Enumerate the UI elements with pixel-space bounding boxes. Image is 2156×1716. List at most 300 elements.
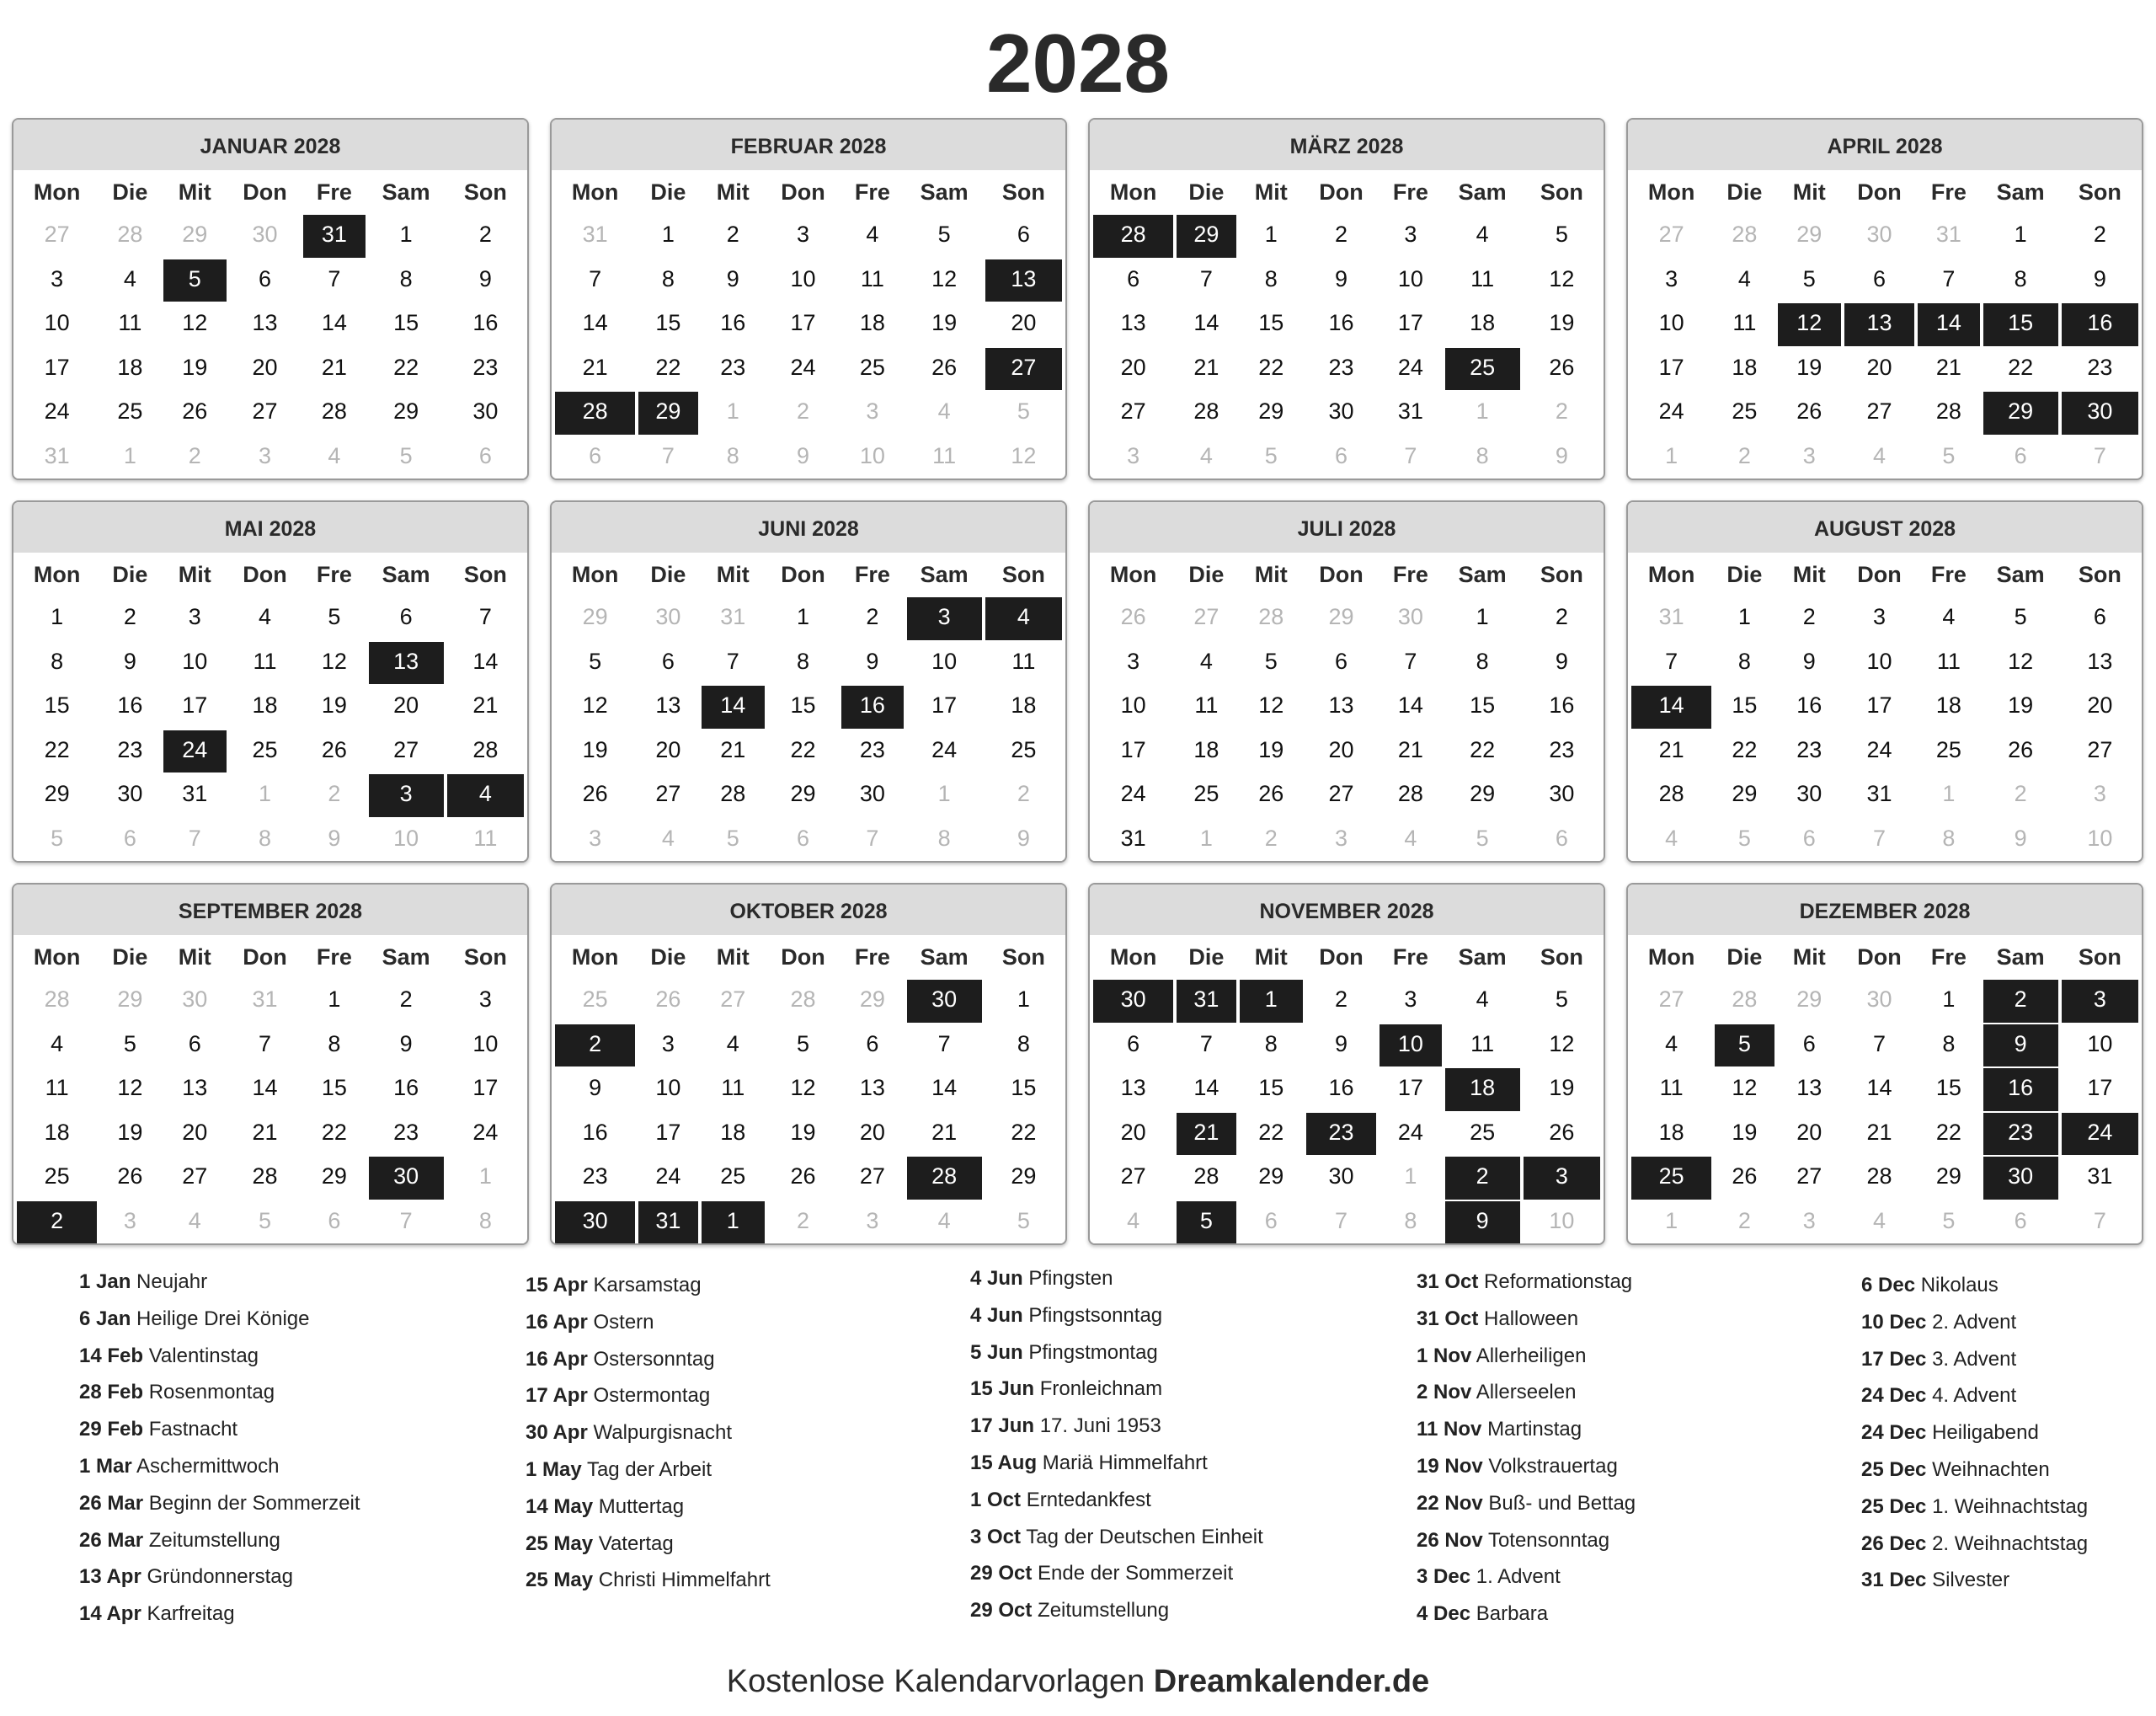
weekday-header: Mit [1254, 179, 1288, 205]
month-title: OKTOBER 2028 [552, 885, 1065, 935]
day-cell: 2 [447, 215, 524, 258]
day-cell: 24 [768, 348, 838, 391]
day-cell: 11 [17, 1068, 97, 1111]
day-cell: 7 [230, 1024, 300, 1067]
day-cell: 1 [768, 597, 838, 640]
weekday-header: Fre [1930, 179, 1967, 205]
day-cell: 22 [1445, 730, 1520, 773]
adjacent-day-cell: 2 [1715, 436, 1774, 479]
day-cell: 5 [163, 259, 227, 302]
holiday-name: Weihnachten [1932, 1457, 2050, 1481]
weekday-header: Son [1001, 179, 1045, 205]
day-cell: 5 [100, 1024, 159, 1067]
adjacent-day-cell: 9 [303, 819, 365, 862]
day-cell: 30 [841, 774, 903, 817]
day-cell: 18 [1445, 303, 1520, 346]
adjacent-day-cell: 5 [1715, 819, 1774, 862]
holiday-name: Pfingstsonntag [1028, 1303, 1163, 1327]
day-cell: 25 [17, 1157, 97, 1200]
day-cell: 14 [702, 686, 765, 729]
day-cell: 14 [1177, 303, 1235, 346]
day-cell: 1 [985, 980, 1062, 1023]
day-cell: 19 [1240, 730, 1303, 773]
adjacent-day-cell: 30 [163, 980, 227, 1023]
adjacent-day-cell: 11 [447, 819, 524, 862]
day-cell: 27 [841, 1157, 903, 1200]
day-cell: 19 [1715, 1113, 1774, 1156]
day-grid [13, 935, 527, 1245]
day-cell: 3 [1380, 215, 1441, 258]
holiday-date: 2 Nov [1417, 1381, 1472, 1404]
day-cell: 8 [1983, 259, 2058, 302]
day-cell: 3 [638, 1024, 697, 1067]
weekday-header: Mit [178, 179, 211, 205]
adjacent-day-cell: 1 [1445, 392, 1520, 435]
holiday-date: 29 Feb [79, 1418, 144, 1441]
day-cell: 28 [702, 774, 765, 817]
day-cell: 5 [1524, 215, 1600, 258]
holiday-name: 1. Advent [1476, 1565, 1561, 1589]
adjacent-day-cell: 7 [163, 819, 227, 862]
day-cell: 15 [369, 303, 444, 346]
day-cell: 25 [1918, 730, 1979, 773]
holiday-item [526, 1489, 771, 1526]
day-cell: 7 [1177, 259, 1235, 302]
day-cell: 9 [1306, 1024, 1376, 1067]
day-cell: 11 [841, 259, 903, 302]
weekday-header: Fre [316, 562, 352, 587]
day-cell: 14 [907, 1068, 982, 1111]
holiday-name: Neujahr [136, 1270, 208, 1293]
weekday-header: Fre [1930, 944, 1967, 970]
weekday-header: Don [1319, 562, 1364, 587]
holiday-date: 25 Dec [1861, 1457, 1927, 1481]
day-cell: 17 [17, 348, 97, 391]
holiday-name: Aschermittwoch [136, 1454, 280, 1478]
adjacent-day-cell: 1 [1918, 774, 1979, 817]
adjacent-day-cell: 9 [768, 436, 838, 479]
adjacent-day-cell: 6 [100, 819, 159, 862]
holiday-date: 26 Mar [79, 1491, 144, 1515]
day-cell: 12 [1715, 1068, 1774, 1111]
day-cell: 31 [638, 1201, 697, 1244]
weekday-header: Die [1188, 562, 1225, 587]
day-cell: 8 [638, 259, 697, 302]
adjacent-day-cell: 9 [1983, 819, 2058, 862]
weekday-header: Mon [33, 562, 81, 587]
adjacent-day-cell: 4 [907, 392, 982, 435]
adjacent-day-cell: 9 [1445, 1201, 1520, 1244]
day-cell: 26 [1715, 1157, 1774, 1200]
day-cell: 16 [1778, 686, 1841, 729]
day-cell: 29 [1240, 392, 1303, 435]
day-cell: 25 [1715, 392, 1774, 435]
holiday-date: 15 Jun [970, 1377, 1035, 1401]
day-cell: 10 [163, 642, 227, 685]
day-cell: 17 [1093, 730, 1173, 773]
day-cell: 14 [303, 303, 365, 346]
day-cell: 21 [555, 348, 635, 391]
day-cell: 9 [100, 642, 159, 685]
holiday-name: Muttertag [598, 1494, 685, 1518]
day-cell: 10 [17, 303, 97, 346]
day-cell: 16 [447, 303, 524, 346]
day-cell: 4 [841, 215, 903, 258]
day-cell: 15 [638, 303, 697, 346]
holiday-item [970, 1592, 1263, 1629]
day-cell: 7 [1631, 642, 1711, 685]
adjacent-day-cell: 27 [1177, 597, 1235, 640]
weekday-header: Die [650, 944, 686, 970]
month-calendar [12, 500, 529, 863]
adjacent-day-cell: 2 [768, 1201, 838, 1244]
adjacent-day-cell: 30 [907, 980, 982, 1023]
adjacent-day-cell: 26 [638, 980, 697, 1023]
month-calendar [1088, 118, 1605, 480]
adjacent-day-cell: 28 [100, 215, 159, 258]
holiday-item [1861, 1341, 2088, 1378]
holiday-item [970, 1408, 1263, 1445]
day-cell: 24 [1844, 730, 1914, 773]
adjacent-day-cell: 7 [841, 819, 903, 862]
day-cell: 25 [230, 730, 300, 773]
day-cell: 2 [555, 1024, 635, 1067]
holiday-date: 31 Oct [1417, 1307, 1479, 1330]
holiday-date: 26 Mar [79, 1528, 144, 1552]
day-cell: 24 [1380, 348, 1441, 391]
holiday-item [1861, 1562, 2088, 1599]
holiday-item [526, 1304, 771, 1341]
holiday-date: 4 Jun [970, 1303, 1023, 1327]
adjacent-day-cell: 8 [1445, 436, 1520, 479]
day-cell: 24 [1380, 1113, 1441, 1156]
day-cell: 18 [1445, 1068, 1520, 1111]
day-cell: 3 [1093, 642, 1173, 685]
day-cell: 9 [369, 1024, 444, 1067]
weekday-header: Fre [1392, 562, 1428, 587]
holiday-item [1861, 1451, 2088, 1489]
holiday-item [970, 1445, 1263, 1482]
day-cell: 29 [1445, 774, 1520, 817]
day-cell: 26 [907, 348, 982, 391]
adjacent-day-cell: 6 [555, 436, 635, 479]
month-calendar [1626, 118, 2143, 480]
holiday-item [79, 1301, 360, 1338]
holiday-item [79, 1338, 360, 1375]
weekday-header: Sam [920, 562, 969, 587]
holiday-date: 16 Apr [526, 1347, 588, 1371]
adjacent-day-cell: 6 [768, 819, 838, 862]
weekday-header: Mon [571, 179, 619, 205]
day-cell: 11 [1918, 642, 1979, 685]
day-cell: 27 [1093, 1157, 1173, 1200]
day-cell: 13 [1306, 686, 1376, 729]
day-cell: 10 [638, 1068, 697, 1111]
day-cell: 30 [100, 774, 159, 817]
month-title: MAI 2028 [13, 502, 527, 553]
day-cell: 29 [303, 1157, 365, 1200]
day-cell: 21 [1918, 348, 1979, 391]
day-cell: 12 [555, 686, 635, 729]
day-cell: 18 [17, 1113, 97, 1156]
adjacent-day-cell: 8 [447, 1201, 524, 1244]
adjacent-day-cell: 31 [1918, 215, 1979, 258]
day-cell: 16 [702, 303, 765, 346]
weekday-header: Son [463, 562, 507, 587]
day-cell: 28 [1177, 1157, 1235, 1200]
day-cell: 22 [1983, 348, 2058, 391]
day-cell: 6 [163, 1024, 227, 1067]
day-cell: 7 [447, 597, 524, 640]
day-cell: 2 [1306, 215, 1376, 258]
holiday-date: 14 Feb [79, 1344, 144, 1367]
day-cell: 6 [841, 1024, 903, 1067]
day-cell: 1 [638, 215, 697, 258]
day-cell: 5 [1778, 259, 1841, 302]
day-cell: 18 [230, 686, 300, 729]
day-cell: 27 [1306, 774, 1376, 817]
holiday-list [0, 1264, 2156, 1626]
holiday-item [1861, 1267, 2088, 1304]
day-cell: 27 [1778, 1157, 1841, 1200]
holiday-item [1861, 1414, 2088, 1451]
weekday-header: Die [650, 562, 686, 587]
weekday-header: Son [1540, 179, 1583, 205]
month-calendar [550, 883, 1067, 1245]
weekday-header: Mon [571, 944, 619, 970]
adjacent-day-cell: 29 [1306, 597, 1376, 640]
adjacent-day-cell: 29 [555, 597, 635, 640]
adjacent-day-cell: 3 [1093, 436, 1173, 479]
weekday-header: Don [1319, 179, 1364, 205]
day-cell: 22 [1240, 348, 1303, 391]
month-title: SEPTEMBER 2028 [13, 885, 527, 935]
day-cell: 15 [1445, 686, 1520, 729]
adjacent-day-cell: 29 [1778, 980, 1841, 1023]
day-cell: 12 [1778, 303, 1841, 346]
day-cell: 9 [1524, 642, 1600, 685]
holiday-date: 1 Jan [79, 1270, 131, 1293]
day-grid [1090, 553, 1604, 863]
day-cell: 10 [1631, 303, 1711, 346]
holiday-name: Barbara [1476, 1602, 1549, 1626]
day-cell: 30 [555, 1201, 635, 1244]
day-cell: 26 [100, 1157, 159, 1200]
day-cell: 18 [985, 686, 1062, 729]
weekday-header: Son [1001, 562, 1045, 587]
day-cell: 24 [907, 730, 982, 773]
day-cell: 8 [369, 259, 444, 302]
adjacent-day-cell: 29 [1177, 215, 1235, 258]
holiday-name: Silvester [1932, 1569, 2010, 1592]
holiday-name: 3. Advent [1932, 1347, 2017, 1371]
day-cell: 30 [369, 1157, 444, 1200]
day-cell: 4 [230, 597, 300, 640]
holiday-name: Totensonntag [1487, 1528, 1610, 1552]
day-cell: 26 [1983, 730, 2058, 773]
day-cell: 15 [17, 686, 97, 729]
weekday-header: Mit [1254, 944, 1288, 970]
weekday-header: Sam [920, 944, 969, 970]
adjacent-day-cell: 25 [555, 980, 635, 1023]
month-title: NOVEMBER 2028 [1090, 885, 1604, 935]
day-cell: 12 [907, 259, 982, 302]
month-title: FEBRUAR 2028 [552, 120, 1065, 170]
day-cell: 5 [1715, 1024, 1774, 1067]
day-cell: 15 [985, 1068, 1062, 1111]
day-cell: 21 [303, 348, 365, 391]
day-cell: 18 [1177, 730, 1235, 773]
adjacent-day-cell: 1 [1631, 1201, 1711, 1244]
holiday-name: Zeitumstellung [1038, 1599, 1170, 1622]
holiday-item [970, 1334, 1263, 1371]
adjacent-day-cell: 28 [17, 980, 97, 1023]
day-cell: 15 [1715, 686, 1774, 729]
day-cell: 21 [1844, 1113, 1914, 1156]
weekday-header: Die [1188, 179, 1225, 205]
day-cell: 24 [2062, 1113, 2138, 1156]
weekday-header: Sam [382, 562, 430, 587]
day-cell: 19 [1524, 303, 1600, 346]
day-cell: 13 [1844, 303, 1914, 346]
day-cell: 25 [985, 730, 1062, 773]
day-cell: 8 [1240, 259, 1303, 302]
month-calendar [1626, 883, 2143, 1245]
adjacent-day-cell: 10 [841, 436, 903, 479]
holiday-date: 4 Dec [1417, 1602, 1471, 1626]
day-cell: 21 [1177, 348, 1235, 391]
day-cell: 26 [163, 392, 227, 435]
weekday-header: Mit [716, 562, 750, 587]
day-cell: 1 [1240, 980, 1303, 1023]
holiday-item [526, 1526, 771, 1563]
holiday-date: 15 Aug [970, 1451, 1038, 1474]
adjacent-day-cell: 9 [985, 819, 1062, 862]
day-cell: 27 [985, 348, 1062, 391]
holiday-name: Gründonnerstag [147, 1565, 293, 1589]
adjacent-day-cell: 1 [230, 774, 300, 817]
day-cell: 16 [2062, 303, 2138, 346]
weekday-header: Fre [854, 944, 890, 970]
adjacent-day-cell: 6 [303, 1201, 365, 1244]
day-cell: 15 [768, 686, 838, 729]
day-cell: 30 [447, 392, 524, 435]
day-cell: 1 [303, 980, 365, 1023]
day-cell: 12 [303, 642, 365, 685]
weekday-header: Sam [1996, 944, 2045, 970]
day-grid [552, 170, 1065, 480]
weekday-header: Die [112, 179, 148, 205]
holiday-date: 6 Dec [1861, 1274, 1916, 1296]
holiday-date: 25 May [526, 1532, 594, 1555]
day-cell: 11 [985, 642, 1062, 685]
weekday-header: Don [243, 944, 287, 970]
holiday-column [1417, 1264, 1636, 1633]
day-cell: 8 [1918, 1024, 1979, 1067]
months-grid [12, 118, 2144, 1245]
day-cell: 5 [555, 642, 635, 685]
adjacent-day-cell: 5 [1177, 1201, 1235, 1244]
holiday-date: 22 Nov [1417, 1491, 1483, 1515]
holiday-item [1417, 1301, 1636, 1338]
day-cell: 14 [1177, 1068, 1235, 1111]
adjacent-day-cell: 3 [2062, 774, 2138, 817]
day-cell: 30 [1524, 774, 1600, 817]
holiday-name: Ostersonntag [593, 1347, 715, 1371]
day-cell: 23 [1778, 730, 1841, 773]
day-cell: 9 [555, 1068, 635, 1111]
day-cell: 2 [1983, 980, 2058, 1023]
day-cell: 31 [1844, 774, 1914, 817]
holiday-item [526, 1377, 771, 1414]
adjacent-day-cell: 6 [1306, 436, 1376, 479]
holiday-column [1861, 1267, 2088, 1599]
holiday-item [526, 1341, 771, 1378]
holiday-date: 25 May [526, 1569, 594, 1592]
adjacent-day-cell: 7 [638, 436, 697, 479]
footer-brand[interactable]: Dreamkalender.de [1153, 1664, 1430, 1699]
day-cell: 9 [1778, 642, 1841, 685]
day-cell: 27 [163, 1157, 227, 1200]
day-cell: 20 [1093, 1113, 1173, 1156]
holiday-date: 1 May [526, 1457, 582, 1481]
day-cell: 17 [1380, 303, 1441, 346]
holiday-name: Pfingsten [1028, 1267, 1113, 1290]
day-cell: 20 [1093, 348, 1173, 391]
holiday-name: 2. Weihnachtstag [1932, 1532, 2089, 1555]
day-cell: 12 [1240, 686, 1303, 729]
month-calendar [12, 883, 529, 1245]
day-cell: 25 [1445, 1113, 1520, 1156]
day-cell: 5 [1524, 980, 1600, 1023]
holiday-item [526, 1451, 771, 1489]
day-cell: 20 [1306, 730, 1376, 773]
day-cell: 13 [1093, 303, 1173, 346]
weekday-header: Sam [1458, 179, 1507, 205]
adjacent-day-cell: 4 [1844, 1201, 1914, 1244]
day-cell: 25 [1177, 774, 1235, 817]
adjacent-day-cell: 28 [768, 980, 838, 1023]
day-cell: 31 [2062, 1157, 2138, 1200]
adjacent-day-cell: 4 [303, 436, 365, 479]
adjacent-day-cell: 9 [1524, 436, 1600, 479]
holiday-name: Rosenmontag [148, 1381, 275, 1404]
adjacent-day-cell: 1 [1380, 1157, 1441, 1200]
adjacent-day-cell: 3 [1778, 1201, 1841, 1244]
weekday-header: Mon [571, 562, 619, 587]
day-cell: 3 [163, 597, 227, 640]
adjacent-day-cell: 4 [447, 774, 524, 817]
holiday-item [1861, 1489, 2088, 1526]
day-cell: 11 [1177, 686, 1235, 729]
adjacent-day-cell: 2 [303, 774, 365, 817]
adjacent-day-cell: 3 [841, 1201, 903, 1244]
day-cell: 11 [100, 303, 159, 346]
day-cell: 4 [1445, 215, 1520, 258]
month-title: DEZEMBER 2028 [1628, 885, 2142, 935]
holiday-item [79, 1558, 360, 1596]
holiday-item [79, 1596, 360, 1633]
day-cell: 16 [1306, 1068, 1376, 1111]
adjacent-day-cell: 2 [17, 1201, 97, 1244]
day-cell: 17 [447, 1068, 524, 1111]
holiday-date: 1 Mar [79, 1454, 132, 1478]
adjacent-day-cell: 3 [1778, 436, 1841, 479]
day-cell: 23 [702, 348, 765, 391]
day-cell: 23 [100, 730, 159, 773]
day-cell: 8 [303, 1024, 365, 1067]
day-cell: 3 [2062, 980, 2138, 1023]
